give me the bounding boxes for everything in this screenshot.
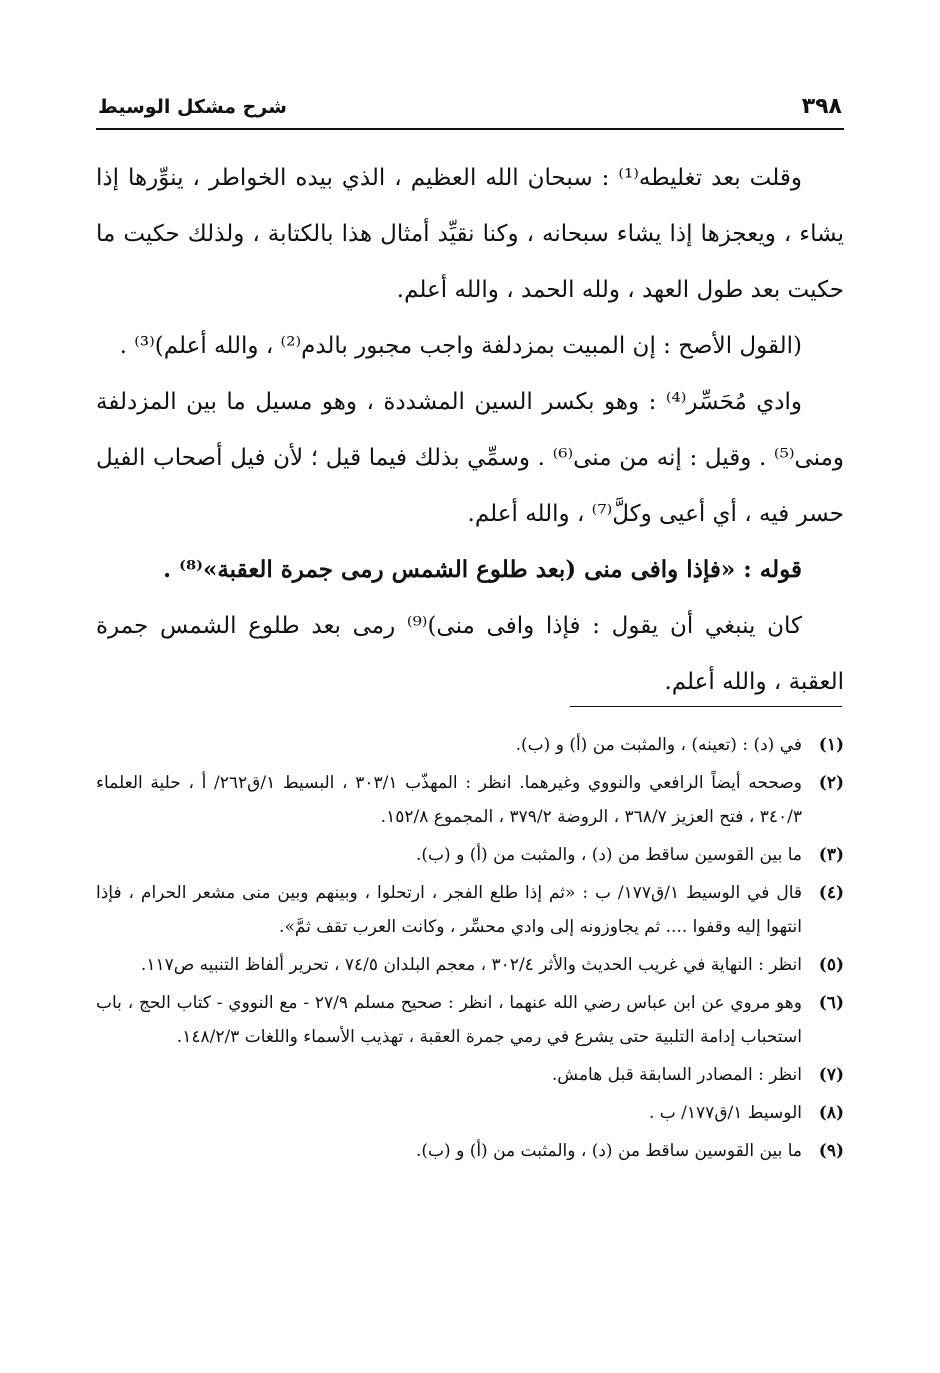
paragraph: كان ينبغي أن يقول : فإذا وافى منى)⁽⁹⁾ رمى بعد طلوع الشمس جمرة العقبة ، والله أعلم. xyxy=(96,613,844,695)
footnote-text: وهو مروي عن ابن عباس رضي الله عنهما ، انظر : صحيح مسلم ٢٧/٩ - مع النووي - كتاب الحج ، باب استحباب إدامة التلبية حتى يشرع في رمي جمرة العقبة ، تهذيب الأسماء واللغات ١٤٨/٢/٣. xyxy=(96,993,802,1047)
footnote xyxy=(96,838,844,872)
footnote-number: (١) xyxy=(818,735,844,755)
footnote xyxy=(96,948,844,982)
footnote-text: في (د) : (تعينه) ، والمثبت من (أ) و (ب). xyxy=(515,735,802,755)
footnote-text: الوسيط ١/ق١٧٧/ ب . xyxy=(648,1103,802,1123)
footnotes xyxy=(96,728,844,1172)
footnote xyxy=(96,766,844,834)
paragraph: وقلت بعد تغليطه⁽¹⁾ : سبحان الله العظيم ، الذي بيده الخواطر ، ينوِّرها إذا يشاء ، ويعجزها إذا يشاء سبحانه ، وكنا نقيِّد أمثال هذا بالكتابة ، ولذلك حكيت ما حكيت بعد طول العهد ، ولله الحمد ، والله أعلم. xyxy=(96,165,844,303)
quoted-heading: قوله : «فإذا وافى منى (بعد طلوع الشمس رمى جمرة العقبة»⁽⁸⁾ . xyxy=(163,556,802,583)
footnote-text: ما بين القوسين ساقط من (د) ، والمثبت من (أ) و (ب). xyxy=(416,1141,802,1161)
footnote-number: (٧) xyxy=(818,1065,844,1085)
footnote-number: (٦) xyxy=(818,993,844,1013)
main-text xyxy=(96,150,844,710)
footnote xyxy=(96,876,844,944)
footnote-number: (٤) xyxy=(818,883,844,903)
footnote-text: قال في الوسيط ١/ق١٧٧/ ب : «ثم إذا طلع الفجر ، ارتحلوا ، وبينهم وبين منى مشعر الحرام ، فإذا انتهوا إليه وقفوا .... ثم يجاوزونه إلى وادي محسِّر ، وكانت العرب تقف ثمَّ». xyxy=(96,883,802,937)
footnote-number: (٨) xyxy=(818,1103,844,1123)
footnote-text: ما بين القوسين ساقط من (د) ، والمثبت من (أ) و (ب). xyxy=(416,845,802,865)
footnote xyxy=(96,728,844,762)
footnote-text: انظر : المصادر السابقة قبل هامش. xyxy=(551,1065,802,1085)
footnote xyxy=(96,1096,844,1130)
footnote-text: انظر : النهاية في غريب الحديث والأثر ٣٠٢/٤ ، معجم البلدان ٧٤/٥ ، تحرير ألفاظ التنبيه ص١١٧. xyxy=(140,955,802,975)
footnote xyxy=(96,1058,844,1092)
paragraph: وادي مُحَسِّر⁽⁴⁾ : وهو بكسر السين المشددة ، وهو مسيل ما بين المزدلفة ومنى⁽⁵⁾ . وقيل : إنه من منى⁽⁶⁾ . وسمِّي بذلك فيما قيل ؛ لأن فيل أصحاب الفيل حسر فيه ، أي أعيى وكلَّ⁽⁷⁾ ، والله أعلم. xyxy=(96,389,844,527)
running-header xyxy=(96,92,844,130)
footnote-number: (٩) xyxy=(818,1141,844,1161)
footnote xyxy=(96,1134,844,1168)
page-number: ٣٩٨ xyxy=(801,94,842,119)
footnote xyxy=(96,986,844,1054)
footnote-text: وصححه أيضاً الرافعي والنووي وغيرهما. انظر : المهذّب ٣٠٣/١ ، البسيط ١/ق٢٦٢/ أ ، حلية العلماء ٣٤٠/٣ ، فتح العزيز ٣٦٨/٧ ، الروضة ٣٧٩/٢ ، المجموع ١٥٢/٨. xyxy=(96,773,803,827)
footnote-separator xyxy=(570,706,842,707)
book-title: شرح مشكل الوسيط xyxy=(98,96,287,118)
footnote-number: (٥) xyxy=(818,955,844,975)
footnote-number: (٣) xyxy=(818,845,844,865)
paragraph: (القول الأصح : إن المبيت بمزدلفة واجب مجبور بالدم⁽²⁾ ، والله أعلم)⁽³⁾ . xyxy=(119,333,802,359)
footnote-number: (٢) xyxy=(818,773,845,793)
